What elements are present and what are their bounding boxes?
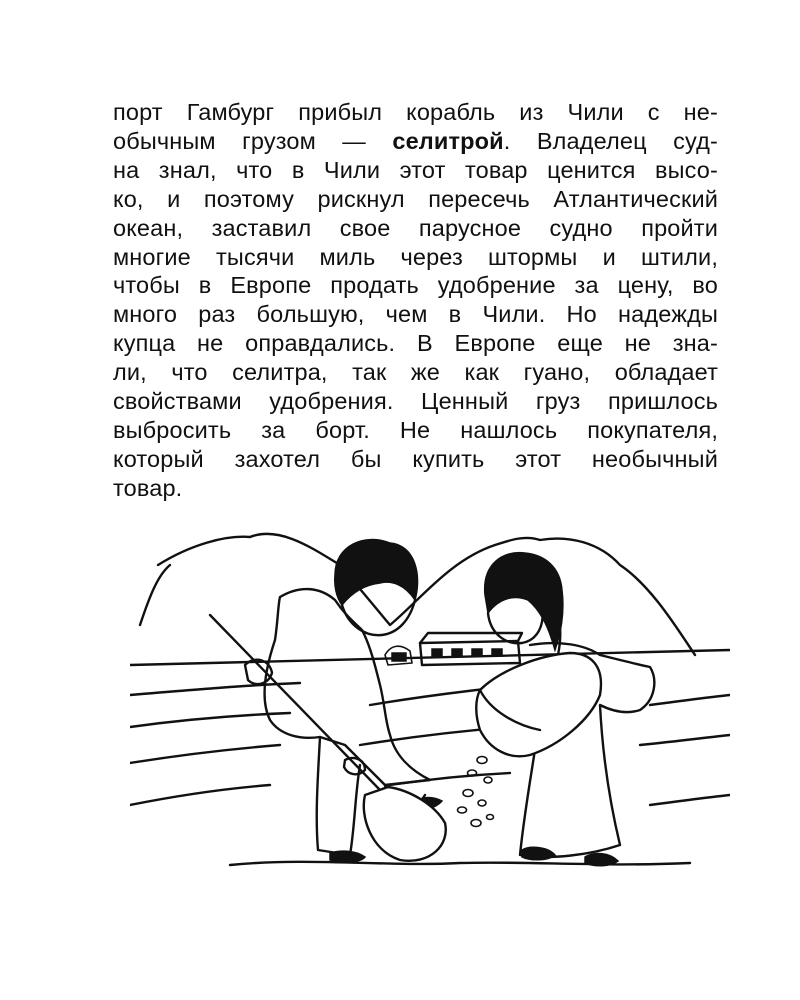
text-line-2-start: обычным грузом — xyxy=(113,127,393,154)
hills-outline xyxy=(158,534,695,655)
boy-figure xyxy=(210,540,446,862)
farm-illustration xyxy=(130,505,730,890)
text-line-5: океан, заставил свое парусное судно пройти xyxy=(113,214,718,241)
horizon-line xyxy=(130,650,730,665)
text-line-13: который захотел бы купить этот необычный xyxy=(113,445,718,472)
text-line-3: на знал, что в Чили этот товар ценится высо- xyxy=(113,156,718,183)
text-line-11: свойствами удобрения. Ценный груз пришлось xyxy=(113,388,718,415)
hill-left xyxy=(140,565,170,625)
body-text xyxy=(113,98,718,503)
girl-hair xyxy=(485,553,563,650)
text-line-10: ли, что селитра, так же как гуано, обладает xyxy=(113,359,718,386)
girl-face xyxy=(488,605,543,643)
text-line-1: порт Гамбург прибыл корабль из Чили с не- xyxy=(113,99,718,125)
text-line-14: товар. xyxy=(113,474,183,501)
girl-figure xyxy=(476,553,654,866)
girl-shoe xyxy=(522,847,555,860)
boy-hair xyxy=(335,540,418,605)
field-furrows xyxy=(130,680,730,805)
text-line-2-end: . Владелец суд- xyxy=(503,127,718,154)
text-line-4: ко, и поэтому рискнул пересечь Атлантический xyxy=(113,185,718,212)
ground-line xyxy=(230,862,690,865)
illustration-drawing xyxy=(130,505,730,890)
text-line-8: много раз большую, чем в Чили. Но надежды xyxy=(113,301,718,328)
boy-face xyxy=(342,600,415,635)
text-line-6: многие тысячи миль через штормы и штили, xyxy=(113,243,718,270)
boy-shoe xyxy=(330,851,365,862)
text-line-9: купца не оправдались. В Европе еще не зна- xyxy=(113,330,718,357)
bold-term-saltpeter: селитрой xyxy=(392,127,504,154)
girl-bucket xyxy=(476,653,601,756)
text-line-7: чтобы в Европе продать удобрение за цену, во xyxy=(113,272,718,299)
shovel-handle xyxy=(210,615,380,790)
falling-fertilizer xyxy=(458,757,494,827)
text-line-2 xyxy=(113,127,718,156)
text-line-12: выбросить за борт. Не нашлось покупателя, xyxy=(113,416,718,443)
